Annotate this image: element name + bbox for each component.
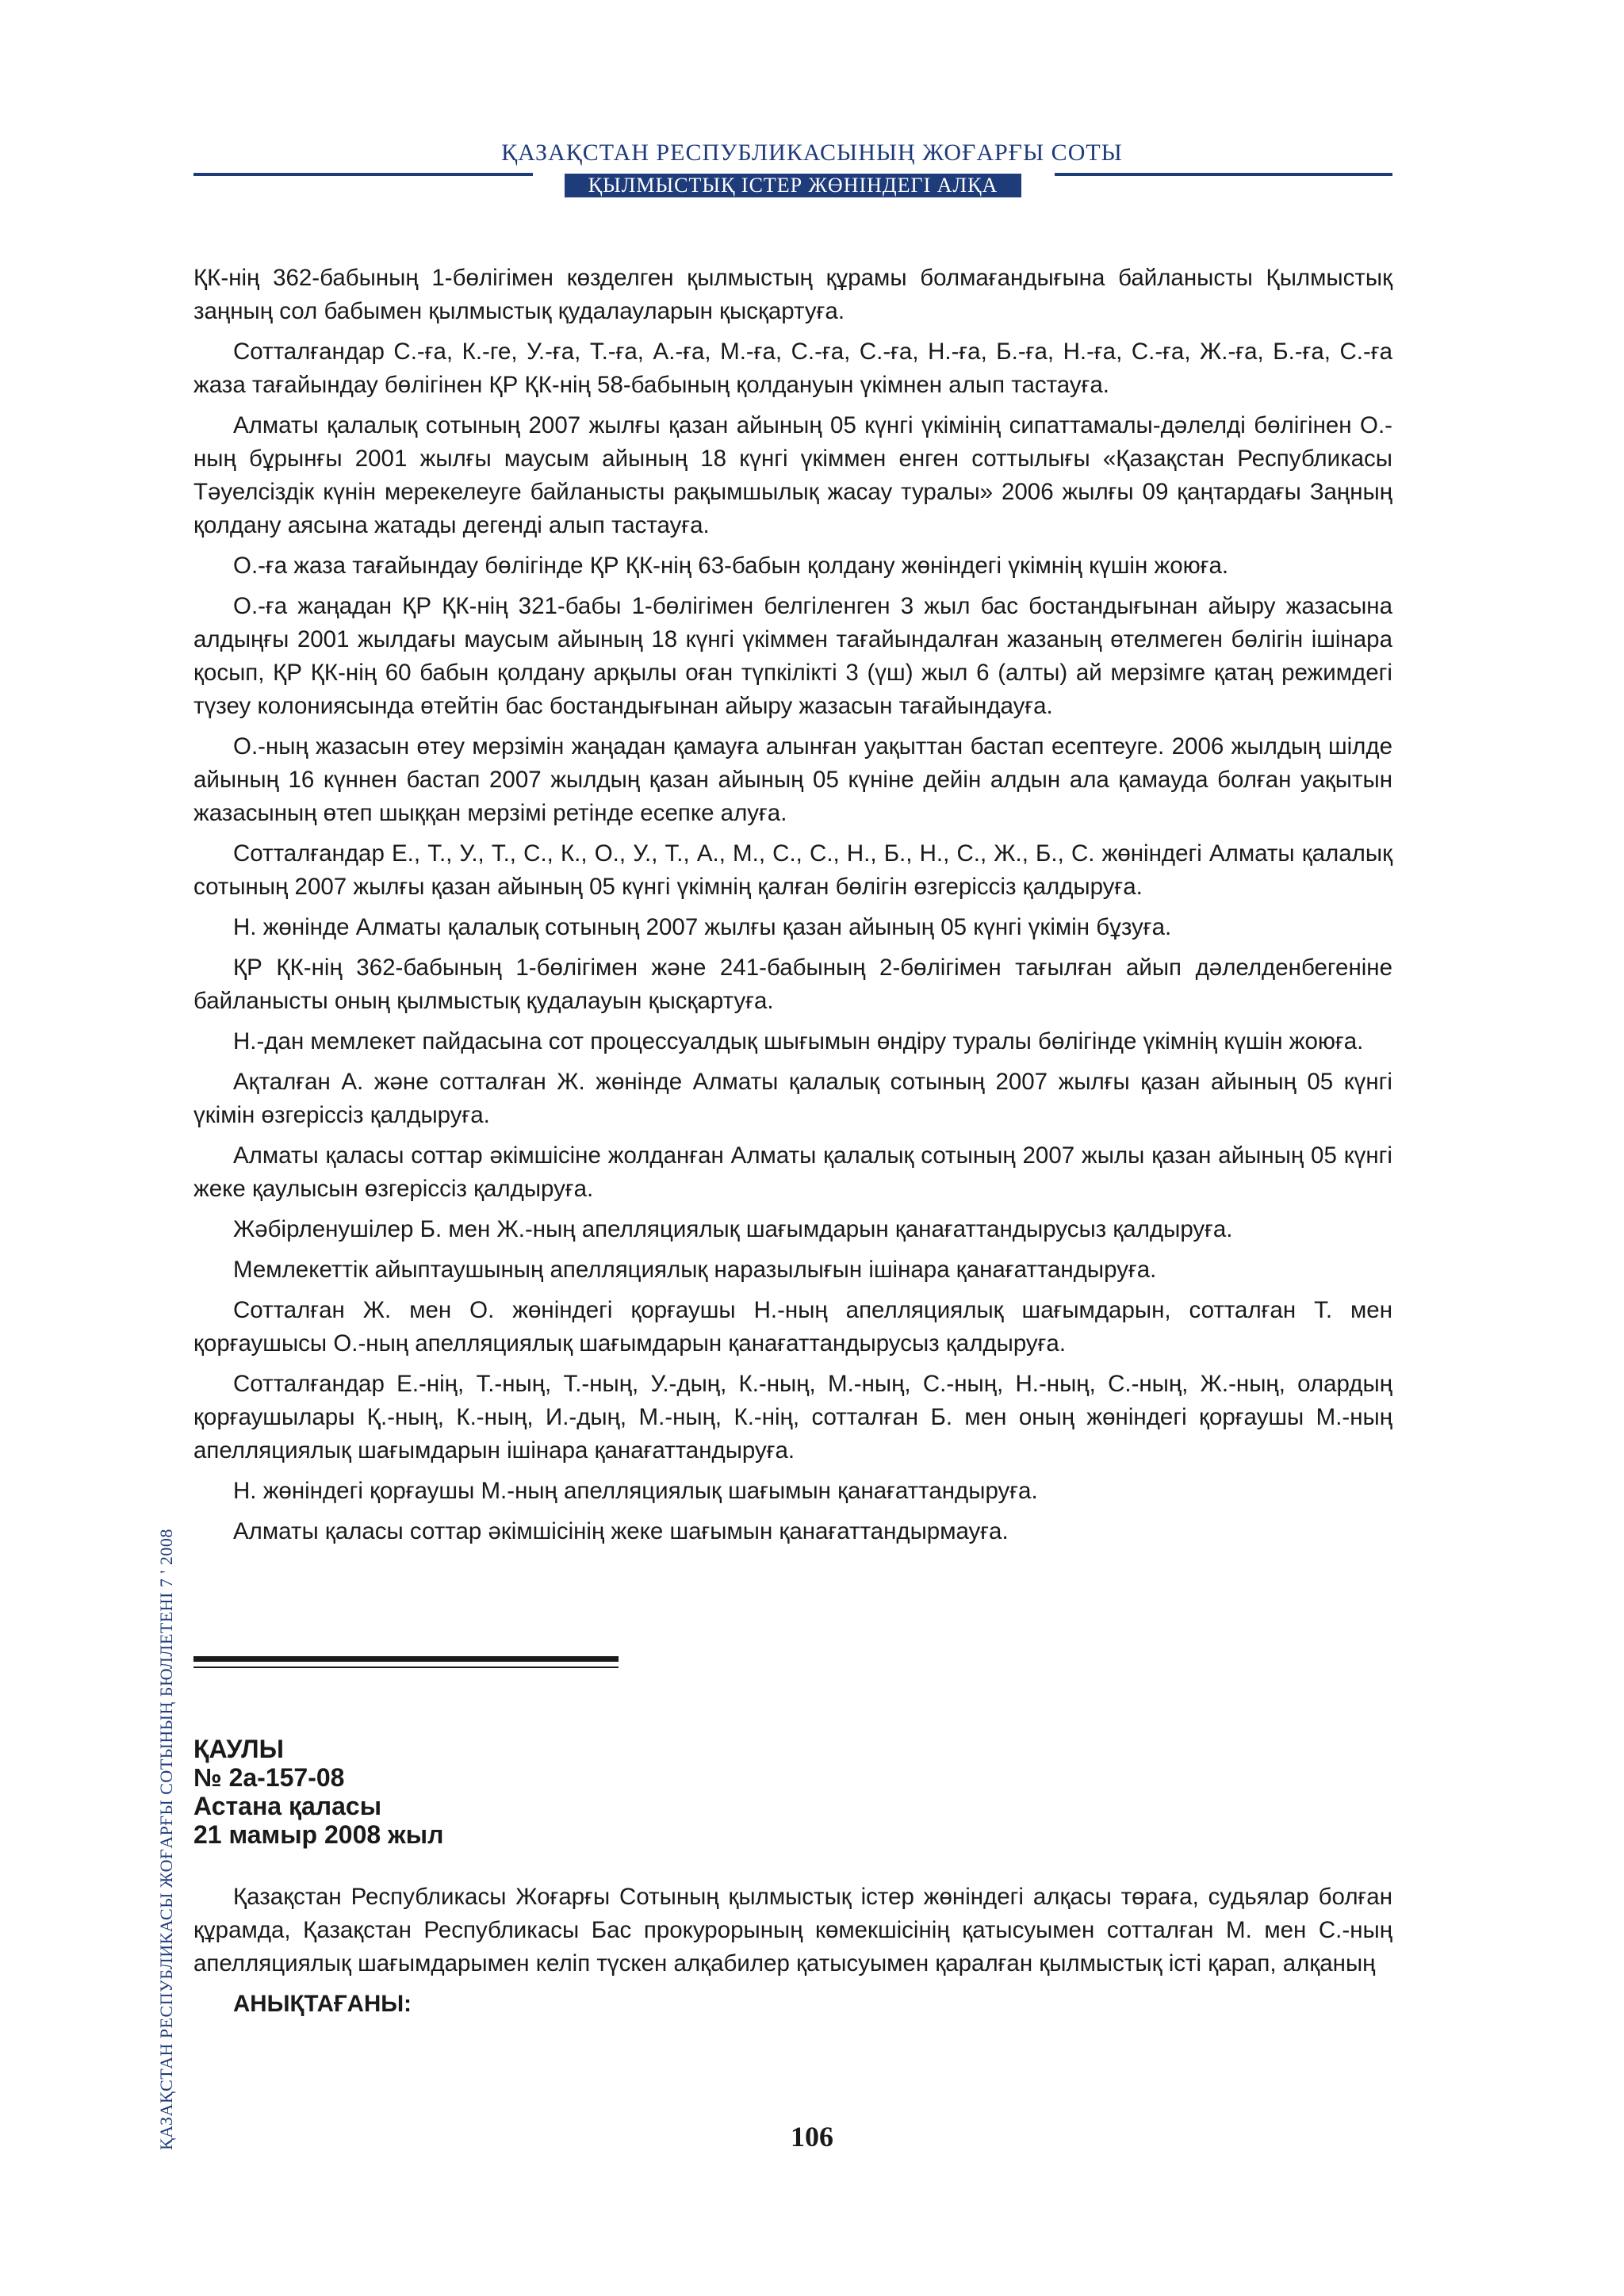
paragraph: Н. жөнінде Алматы қалалық сотының 2007 жылғы қазан айының 05 күнгі үкімін бұзуға. — [233, 914, 1172, 940]
paragraph: О.-ға жаңадан ҚР ҚК-нің 321-бабы 1-бөлігімен белгіленген 3 жыл бас бостандығынан айыру жазасына алдыңғы 2001 жылдағы маусым айының 18 күнгі үкіммен тағайындалған жазаның өтелмеген бөлігін ішінара қосып, ҚР ҚК-нің 60 бабын қолдану арқылы оған түпкілікті 3 (үш) жыл 6 (алты) ай мерзімге қатаң режимдегі түзеу колониясында өтейтін бас бостандығынан айыру жазасын тағайындауға. — [193, 593, 1392, 719]
paragraph: Жәбірленушілер Б. мен Ж.-ның апелляциялық шағымдарын қанағаттандырусыз қалдыруға. — [233, 1216, 1233, 1242]
paragraph: О.-ға жаза тағайындау бөлігінде ҚР ҚК-нің 63-бабын қолдану жөніндегі үкімнің күшін жоюға. — [233, 553, 1229, 579]
paragraph: Алматы қалалық сотының 2007 жылғы қазан айының 05 күнгі үкімінің сипаттамалы-дәлелді бөлігінен О.-ның бұрынғы 2001 жылғы маусым айының 18 күнгі үкіммен енген соттылығы «Қазақстан Республикасы Тәуелсіздік күнін мерекелеуге байланысты рақымшылық жасау туралы» 2006 жылғы 09 қаңтардағы Заңның қолдану аясына жатады дегенді алып тастауға. — [193, 412, 1392, 538]
paragraph: О.-ның жазасын өтеу мерзімін жаңадан қамауға алынған уақыттан бастап есептеуге. 2006 жылдың шілде айының 16 күннен бастап 2007 жылдың қазан айының 05 күніне дейін алдын ала қамауда болған уақытын жазасының өтеп шыққан мерзімі ретінде есепке алуға. — [193, 733, 1392, 826]
paragraph: ҚК-нің 362-бабының 1-бөлігімен көзделген қылмыстың құрамы болмағандығына байланысты Қылмыстық заңның сол бабымен қылмыстық қудалауларын қысқартуға. — [193, 265, 1392, 324]
paragraph: Сотталғандар Е.-нің, Т.-ның, Т.-ның, У.-дың, К.-ның, М.-ның, С.-ның, Н.-ның, С.-ның, Ж.-ның, олардың қорғаушылары Қ.-ның, К.-ның, И.-дың, М.-ның, К.-нің, сотталған Б. мен оның жөніндегі қорғаушы М.-ның апелляциялық шағымдарын ішінара қанағаттандыруға. — [193, 1371, 1392, 1464]
decision-body — [193, 1881, 1392, 2028]
established-heading: АНЫҚТАҒАНЫ: — [233, 1991, 412, 2017]
section-divider-thin — [193, 1667, 619, 1668]
court-title: ҚАЗАҚСТАН РЕСПУБЛИКАСЫНЫҢ ЖОҒАРҒЫ СОТЫ — [501, 140, 1123, 166]
verdict-text — [193, 262, 1392, 1556]
header-rule-right — [1055, 173, 1392, 176]
decision-city: Астана қаласы — [193, 1792, 382, 1820]
decision-number: № 2а-157-08 — [193, 1763, 345, 1792]
paragraph: Мемлекеттік айыптаушының апелляциялық наразылығын ішінара қанағаттандыруға. — [233, 1257, 1157, 1283]
paragraph: Сотталғандар Е., Т., У., Т., С., К., О., У., Т., А., М., С., С., Н., Б., Н., С., Ж., Б., С. жөніндегі Алматы қалалық сотының 2007 жылғы қазан айының 05 күнгі үкімнің қалған бөлігін өзгеріссіз қалдыруға. — [193, 840, 1392, 900]
bulletin-side-title: ҚАЗАҚСТАН РЕСПУБЛИКАСЫ ЖОҒАРҒЫ СОТЫНЫҢ БЮЛЛЕТЕНІ 7 ' 2008 — [156, 1529, 176, 2150]
page-number: 106 — [791, 2121, 833, 2152]
paragraph: Сотталғандар С.-ға, К.-ге, У.-ға, Т.-ға, А.-ға, М.-ға, С.-ға, С.-ға, Н.-ға, Б.-ға, Н.-ға, С.-ға, Ж.-ға, Б.-ға, С.-ға жаза тағайындау бөлігінен ҚР ҚК-нің 58-бабының қолдануын үкімнен алып тастауға. — [193, 339, 1392, 398]
paragraph: Н.-дан мемлекет пайдасына сот процессуалдық шығымын өндіру туралы бөлігінде үкімнің күшін жоюға. — [233, 1028, 1364, 1054]
paragraph: Ақталған А. және сотталған Ж. жөнінде Алматы қалалық сотының 2007 жылғы қазан айының 05 күнгі үкімін өзгеріссіз қалдыруға. — [193, 1069, 1392, 1128]
decision-header — [193, 1735, 443, 1849]
decision-heading: ҚАУЛЫ — [193, 1735, 284, 1763]
paragraph: Алматы қаласы соттар әкімшісінің жеке шағымын қанағаттандырмауға. — [233, 1518, 1009, 1544]
paragraph: Сотталған Ж. мен О. жөніндегі қорғаушы Н.-ның апелляциялық шағымдарын, сотталған Т. мен қорғаушысы О.-ның апелляциялық шағымдарын қанағаттандырусыз қалдыруға. — [193, 1297, 1392, 1357]
section-divider-thick — [193, 1656, 619, 1662]
decision-date: 21 мамыр 2008 жыл — [193, 1820, 444, 1849]
paragraph: Н. жөніндегі қорғаушы М.-ның апелляциялық шағымын қанағаттандыруға. — [233, 1478, 1038, 1504]
paragraph: Алматы қаласы соттар әкімшісіне жолданған Алматы қалалық сотының 2007 жылы қазан айының 05 күнгі жеке қаулысын өзгеріссіз қалдыруға. — [193, 1142, 1392, 1202]
paragraph: ҚР ҚК-нің 362-бабының 1-бөлігімен және 241-бабының 2-бөлігімен тағылған айып дәлелденбегеніне байланысты оның қылмыстық қудалауын қысқартуға. — [193, 955, 1392, 1014]
header-rule-left — [193, 173, 533, 176]
intro-paragraph: Қазақстан Республикасы Жоғарғы Сотының қылмыстық істер жөніндегі алқасы төраға, судьялар болған құрамда, Қазақстан Республикасы Бас прокурорының көмекшісінің қатысуымен сотталған М. мен С.-ның апелляциялық шағымдарымен келіп түскен алқабилер қатысуымен қаралған қылмыстық істі қарап, алқаның — [193, 1884, 1392, 1976]
collegium-title: ҚЫЛМЫСТЫҚ ІСТЕР ЖӨНІНДЕГІ АЛҚА — [565, 174, 1021, 197]
